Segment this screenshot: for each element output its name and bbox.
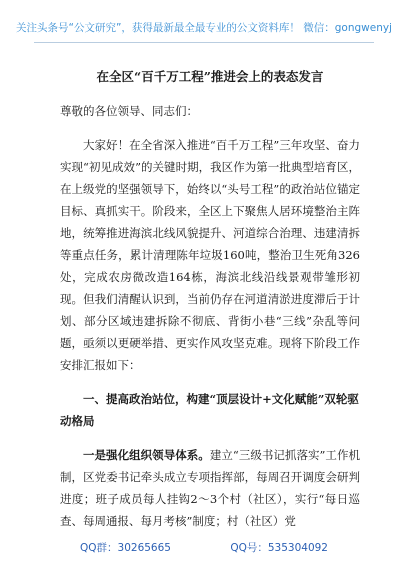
header-banner (0, 0, 408, 60)
paragraph-organization (60, 444, 360, 532)
paragraph-body: 建立“三级书记抓落实”工作机制，区党委书记牵头成立专项指挥部，每周召开调度会研判进度；班子成员每人挂钩2～3个村（社区），实行“每日巡查、每周通报、每月考核”制度；村（社区）党 (60, 448, 360, 528)
header-banner-text: 关注头条号“公文研究”，获得最新最全最专业的公文资料库！ 微信：gongwenyj (16, 22, 392, 34)
footer-qq: QQ号：535304092 (230, 542, 328, 554)
document-body (60, 62, 360, 544)
paragraph-lead: 一是强化组织领导体系。 (83, 448, 210, 462)
footer (0, 540, 408, 560)
section-heading-1: 一、提高政治站位，构建“顶层设计+文化赋能”双轮驱动格局 (60, 392, 359, 428)
paragraph-intro: 大家好！在全省深入推进“百千万工程”三年攻坚、奋力实现“初见成效”的关键时期，我区作为第一批典型培育区，在上级党的坚强领导下，始终以“头号工程”的政治站位锚定目标、真抓实干。阶段来，全区上下聚焦人居环境整治主阵地，统筹推进海滨北线风貌提升、河道综合治理、违建清拆等重点任务，累计清理陈年垃圾160吨，整治卫生死角326处，完成农房微改造164栋，海滨北线沿线景观带雏形初现。但我们清醒认识到，当前仍存在河道清淤进度滞后于计划、部分区域违建拆除不彻底、背街小巷“三线”杂乱等问题，亟须以更硬举措、更实作风攻坚克难。现将下阶段工作安排汇报如下： (60, 138, 360, 372)
footer-qq-group: QQ群：30265665 (80, 542, 171, 554)
salutation: 尊敬的各位领导、同志们： (60, 104, 198, 118)
document-title: 在全区“百千万工程”推进会上的表态发言 (96, 69, 324, 84)
header-divider (34, 42, 374, 43)
